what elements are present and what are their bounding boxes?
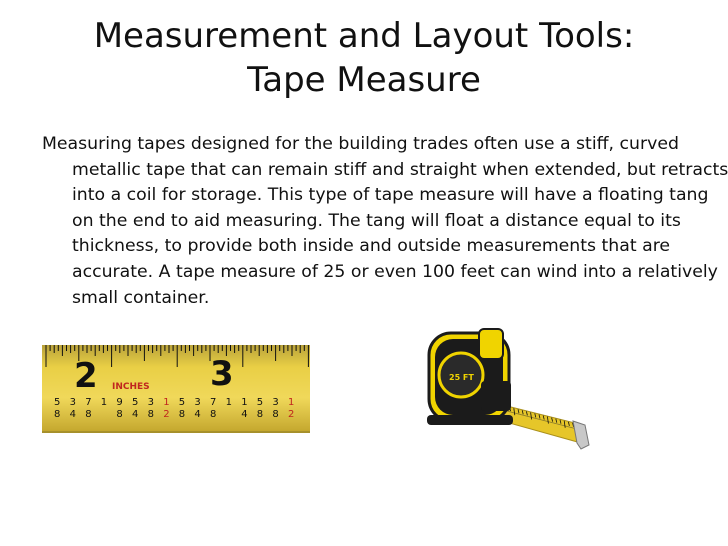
tape-case-label: 25 FT bbox=[449, 373, 474, 382]
tape-number-2: 2 bbox=[74, 356, 98, 396]
tape-fraction-denominator: 4 bbox=[69, 409, 76, 420]
tape-fraction-numerator: 3 bbox=[194, 397, 201, 408]
slide-title-line-1: Measurement and Layout Tools: bbox=[93, 16, 635, 56]
tape-fraction-denominator: 8 bbox=[147, 409, 154, 420]
tape-fraction-denominator: 8 bbox=[178, 409, 186, 420]
slide-body-text: Measuring tapes designed for the building trades often use a stiff, curved metallic tape that can remain stiff and straight when extended, but retracts into a coil for storage. This type of tape measure will have a floating tang on the end to aid measuring. The tang will float a distance equal to its thickness, to provide both inside and outside measurements that are accurate. A tape measure of 25 or even 100 feet can wind into a relatively small container. bbox=[42, 134, 728, 308]
tape-fraction-numerator: 5 bbox=[132, 397, 139, 408]
tape-fraction-numerator: 7 bbox=[85, 397, 92, 408]
tape-fraction-numerator: 5 bbox=[54, 397, 61, 408]
slide-title-line-2: Tape Measure bbox=[247, 60, 481, 100]
tape-inches-label: INCHES bbox=[112, 382, 150, 392]
tape-fraction-numerator: 1 bbox=[241, 397, 248, 408]
tape-fraction-denominator: 8 bbox=[116, 409, 123, 420]
tape-fraction-numerator: 1 bbox=[100, 397, 108, 408]
tape-fraction-numerator: 3 bbox=[147, 397, 154, 408]
tape-fraction-denominator: 8 bbox=[54, 409, 61, 420]
tape-mouth bbox=[481, 381, 511, 411]
tape-measure-image bbox=[425, 325, 605, 465]
tape-fraction-denominator: 2 bbox=[163, 409, 170, 420]
tape-case-base bbox=[427, 415, 513, 425]
tape-fraction-numerator: 1 bbox=[225, 397, 232, 408]
tape-fraction-denominator: 8 bbox=[256, 409, 264, 420]
tape-fraction-numerator: 5 bbox=[178, 397, 186, 408]
tape-fraction-denominator: 4 bbox=[194, 409, 201, 420]
tape-closeup-image bbox=[42, 345, 310, 433]
tape-fraction-denominator: 2 bbox=[288, 409, 295, 420]
tape-fraction-numerator: 3 bbox=[69, 397, 76, 408]
tape-tang-icon bbox=[573, 421, 589, 449]
tape-fraction-numerator: 9 bbox=[116, 397, 123, 408]
tape-fraction-numerator: 1 bbox=[163, 397, 170, 408]
tape-fraction-numerator: 5 bbox=[256, 397, 264, 408]
tape-fraction-numerator: 3 bbox=[272, 397, 279, 408]
tape-fraction-numerator: 1 bbox=[288, 397, 295, 408]
tape-fraction-denominator: 8 bbox=[272, 409, 279, 420]
slide-title bbox=[40, 14, 688, 102]
tape-fraction-denominator: 8 bbox=[85, 409, 92, 420]
tape-fraction-denominator: 4 bbox=[132, 409, 139, 420]
tape-number-3: 3 bbox=[210, 354, 234, 394]
tape-fraction-numerator: 7 bbox=[210, 397, 217, 408]
tape-fraction-denominator: 8 bbox=[210, 409, 217, 420]
tape-lock-button-icon bbox=[479, 329, 503, 359]
tape-fraction-denominator: 4 bbox=[241, 409, 248, 420]
